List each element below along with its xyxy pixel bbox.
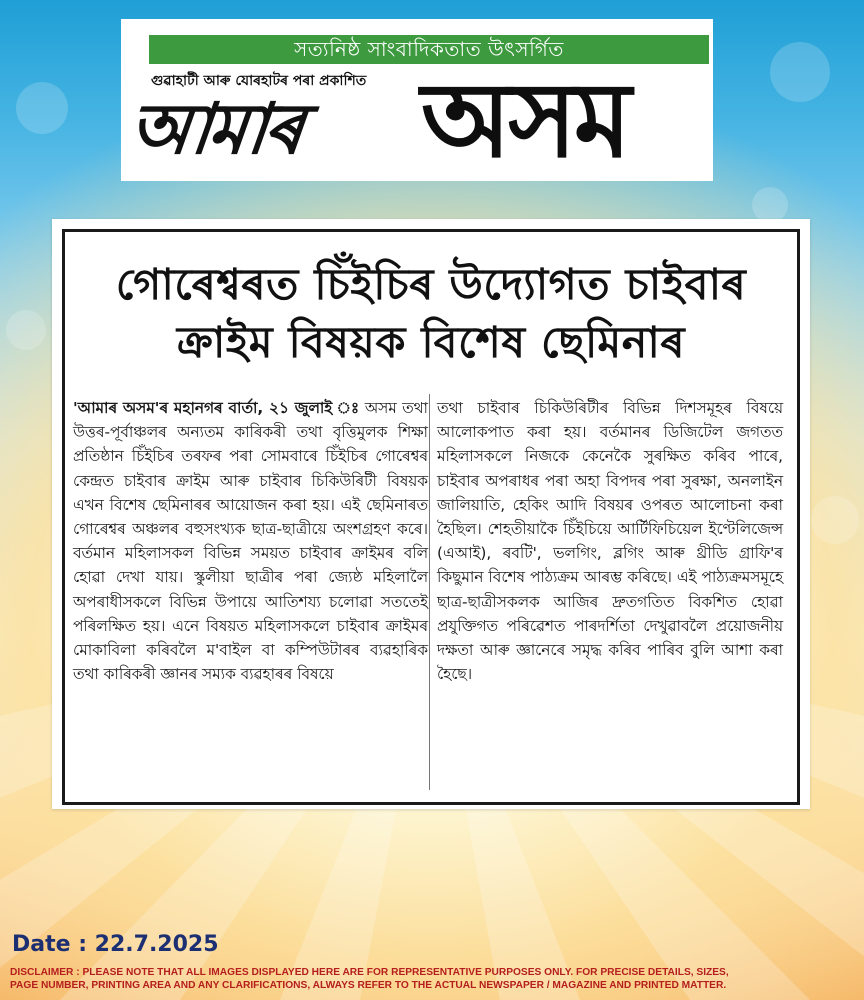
disclaimer-text: DISCLAIMER : PLEASE NOTE THAT ALL IMAGES DISPLAYED HERE ARE FOR REPRESENTATIVE PURPOSES ONLY. FOR PRECISE DETAILS, SIZES, PAGE NUMBER, PRINTING AREA AND ANY CLARIFICATIONS, ALWAYS REFER TO THE ACTUAL NEWSPAPER / MAGAZINE AND PRINTED MATTER. (10, 967, 729, 991)
article-headline (79, 256, 783, 372)
column-right-text: তথা চাইবাৰ চিকিউৰিটীৰ বিভিন্ন দিশসমূহৰ বিষয়ে আলোকপাত কৰা হয়। বৰ্তমানৰ ডিজিটেল জগতত মহিলাসকলে নিজকে কেনেকৈ সুৰক্ষিত কৰিব পাৰে, চাইবাৰ অপৰাধৰ পৰা অহা বিপদৰ পৰা সুৰক্ষা, অনলাইন জালিয়াতি, হেকিং আদি বিষয়ৰ ওপৰত আলোচনা কৰা হৈছিল। শেহতীয়াকৈ চিঁইচিয়ে আৰ্টিফিচিয়েল ইণ্টেলিজেন্স (এআই), ৰবটি', ভলগিং, ব্লগিং আৰু থ্ৰীডি গ্ৰাফি'ৰ কিছুমান বিশেষ পাঠ্যক্ৰম আৰম্ভ কৰিছে। এই পাঠ্যক্ৰমসমূহে ছাত্ৰ-ছাত্ৰীসকলক আজিৰ দ্ৰুতগতিত বিকশিত হোৱা প্ৰযুক্তিগত পৰিৱেশত পাৰদৰ্শিতা দেখুৱাবলৈ প্ৰয়োজনীয় দক্ষতা আৰু জ্ঞানেৰে সমৃদ্ধ কৰিব পাৰিব বুলি আশা কৰা হৈছে। (437, 399, 783, 684)
newspaper-masthead (121, 19, 713, 181)
article-clipping (52, 219, 810, 809)
column-left-text: অসম তথা উত্তৰ-পূৰ্বাঞ্চলৰ অন্যতম কাৰিকৰী তথা বৃত্তিমুলক শিক্ষা প্ৰতিষ্ঠান চিঁইচিৰ তৰফৰ পৰা সোমবাৰে চিঁইচিৰ গোৰেশ্বৰ কেন্দ্ৰত চাইবাৰ ক্ৰাইম আৰু চাইবাৰ চিকিউৰিটী বিষয়ক এখন বিশেষ ছেমিনাৰৰ আয়োজন কৰা হয়। এই ছেমিনাৰত গোৰেশ্বৰ অঞ্চলৰ বহুসংখ্যক ছাত্ৰ-ছাত্ৰীয়ে অংশগ্ৰহণ কৰে। বৰ্তমান মহিলাসকল বিভিন্ন সময়ত চাইবাৰ ক্ৰাইমৰ বলি হোৱা দেখা যায়। স্কুলীয়া ছাত্ৰীৰ পৰা জ্যেষ্ঠ মহিলালৈ অপৰাধীসকলে বিভিন্ন উপায়ে আতিশয্য চলোৱা সততেই পৰিলক্ষিত হয়। এনে বিষয়ত মহিলাসকলে চাইবাৰ ক্ৰাইমৰ মোকাবিলা কৰিবলৈ ম'বাইল বা কম্পিউটাৰৰ ব্যৱহাৰিক তথা কাৰিকৰী জ্ঞানৰ সম্যক ব্যৱহাৰৰ বিষয়ে (73, 399, 428, 684)
headline-line-2: ক্ৰাইম বিষয়ক বিশেষ ছেমিনাৰ (176, 318, 686, 368)
publication-date: Date : 22.7.2025 (12, 932, 219, 957)
headline-line-1: গোৰেশ্বৰত চিঁইচিৰ উদ্যোগত চাইবাৰ (115, 260, 747, 310)
article-column-right (437, 396, 783, 686)
article-column-left (73, 396, 428, 686)
masthead-logo-script: আমাৰ (125, 87, 306, 170)
column-divider (429, 394, 430, 790)
clipping-border (62, 229, 800, 805)
masthead-logo-bold: অসম (421, 59, 629, 181)
masthead-tagline: সত্যনিষ্ঠ সাংবাদিকতাত উৎসৰ্গিত (149, 35, 709, 64)
masthead-subtitle: গুৱাহাটী আৰু যোৰহাটৰ পৰা প্ৰকাশিত (151, 73, 367, 89)
article-dateline: 'আমাৰ অসম'ৰ মহানগৰ বাৰ্তা, ২১ জুলাই ঃ (73, 399, 360, 417)
